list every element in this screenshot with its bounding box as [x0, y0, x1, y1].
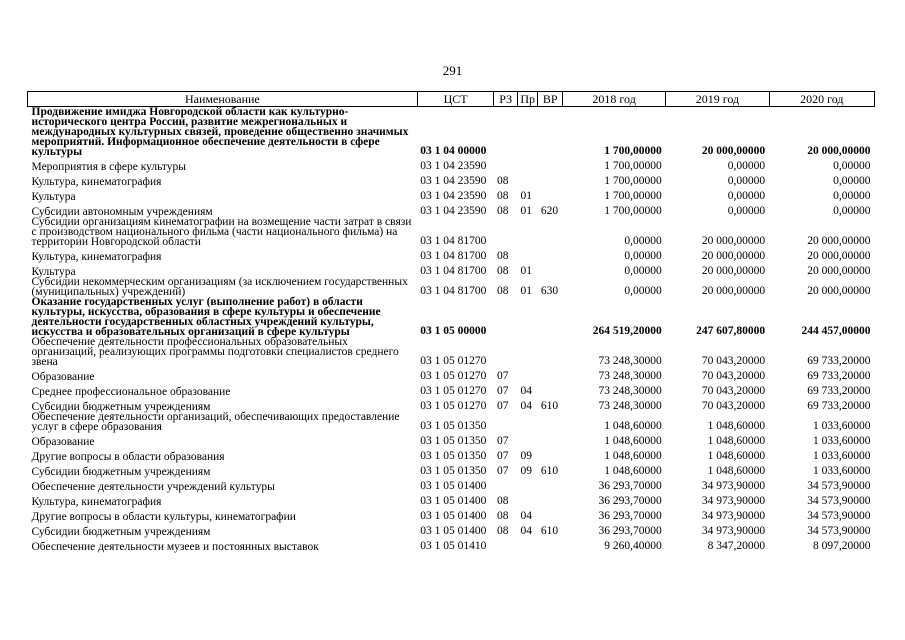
cell-name: Обеспечение деятельности профессиональных образовательных организаций, реализующих программы подготовки специалистов среднего звена — [31, 336, 399, 368]
cell-2019: 0,00000 — [727, 175, 766, 187]
cell-rz — [494, 297, 518, 337]
cell-pr: 09 — [520, 465, 532, 477]
header-cst: ЦСТ — [417, 92, 494, 107]
cell-name: Культура, кинематография — [31, 496, 162, 508]
cell-2019: 70 043,20000 — [701, 370, 766, 382]
cell-2020: 0,00000 — [833, 190, 871, 202]
cell-2020: 0,00000 — [833, 175, 871, 187]
cell-rz: 07 — [496, 465, 509, 477]
cell-2019: 247 607,80000 — [696, 325, 766, 337]
cell-2019: 20 000,00000 — [701, 235, 766, 247]
cell-rz: 07 — [496, 385, 509, 397]
cell-2018: 1 700,00000 — [604, 145, 662, 157]
cell-2018: 73 248,30000 — [598, 385, 662, 397]
cell-cst: 03 1 04 23590 — [420, 205, 487, 217]
cell-rz — [494, 477, 518, 492]
table-row — [28, 297, 875, 337]
cell-2018: 36 293,70000 — [598, 510, 662, 522]
cell-rz: 08 — [496, 175, 509, 187]
table-row — [28, 157, 875, 172]
cell-2018: 1 700,00000 — [604, 205, 662, 217]
cell-2019: 0,00000 — [727, 160, 766, 172]
cell-vr — [538, 157, 563, 172]
cell-name: Продвижение имиджа Новгородской области как культурно-исторического центра России, развитие межрегиональных и международных культурных связей, проведение общественно значимых мероприятий. Информационное обеспечение деятельности в сфере культуры — [31, 106, 409, 158]
cell-cst: 03 1 04 23590 — [420, 190, 487, 202]
table-row — [28, 247, 875, 262]
cell-rz: 08 — [496, 525, 509, 537]
cell-name: Оказание государственных услуг (выполнение работ) в области культуры, искусства, образования в сфере культуры и обеспечение деятельности государственных областных учреждений культуры, искусства и образовательных организаций в сфере культуры — [31, 296, 381, 338]
cell-rz — [494, 412, 518, 432]
cell-pr — [517, 432, 537, 447]
header-2018: 2018 год — [562, 92, 665, 107]
cell-name: Образование — [31, 436, 95, 448]
cell-cst: 03 1 05 01270 — [420, 400, 487, 412]
cell-2018: 36 293,70000 — [598, 525, 662, 537]
cell-2019: 1 048,60000 — [707, 465, 766, 477]
table-row — [28, 382, 875, 397]
cell-rz: 07 — [496, 435, 509, 447]
cell-pr: 01 — [520, 285, 532, 297]
cell-vr: 610 — [540, 400, 559, 412]
table-row — [28, 432, 875, 447]
cell-2018: 1 048,60000 — [604, 435, 662, 447]
cell-cst: 03 1 05 01400 — [420, 480, 487, 492]
cell-2020: 69 733,20000 — [807, 355, 871, 367]
cell-2018: 1 048,60000 — [604, 450, 662, 462]
cell-2019: 34 973,90000 — [701, 510, 766, 522]
cell-2018: 1 048,60000 — [604, 420, 662, 432]
cell-name: Культура — [31, 266, 76, 278]
cell-name: Среднее профессиональное образование — [31, 386, 231, 398]
cell-2020: 1 033,60000 — [813, 450, 871, 462]
table-body — [28, 107, 875, 553]
cell-name: Культура, кинематография — [31, 176, 162, 188]
cell-name: Субсидии автономным учреждениям — [31, 206, 213, 218]
cell-name: Субсидии некоммерческим организациям (за исключением государственных (муниципальных) учреждений) — [31, 276, 408, 298]
cell-2018: 0,00000 — [624, 285, 662, 297]
cell-2020: 20 000,00000 — [807, 235, 871, 247]
table-row — [28, 492, 875, 507]
cell-pr: 04 — [520, 525, 532, 537]
cell-2018: 0,00000 — [624, 250, 662, 262]
cell-pr: 04 — [520, 510, 532, 522]
cell-2018: 9 260,40000 — [604, 540, 662, 552]
cell-rz: 08 — [496, 265, 509, 277]
cell-2018: 1 700,00000 — [604, 160, 662, 172]
cell-2020: 1 033,60000 — [813, 435, 871, 447]
cell-2018: 73 248,30000 — [598, 370, 662, 382]
table-row — [28, 337, 875, 367]
table-row — [28, 367, 875, 382]
table-row — [28, 462, 875, 477]
cell-cst: 03 1 04 81700 — [420, 250, 487, 262]
cell-vr: 610 — [540, 465, 559, 477]
cell-rz — [494, 537, 518, 552]
cell-pr — [517, 492, 537, 507]
cell-2019: 20 000,00000 — [701, 145, 766, 157]
cell-vr — [538, 172, 563, 187]
cell-pr — [517, 367, 537, 382]
cell-2018: 0,00000 — [624, 265, 662, 277]
cell-cst: 03 1 04 81700 — [420, 285, 487, 297]
cell-pr — [517, 412, 537, 432]
cell-cst: 03 1 05 01350 — [420, 420, 487, 432]
header-2020: 2020 год — [769, 92, 874, 107]
cell-2018: 73 248,30000 — [598, 355, 662, 367]
cell-2020: 34 573,90000 — [807, 525, 871, 537]
cell-vr — [538, 217, 563, 247]
cell-2018: 36 293,70000 — [598, 480, 662, 492]
cell-rz: 08 — [496, 205, 509, 217]
table-row — [28, 262, 875, 277]
table-row — [28, 447, 875, 462]
cell-2018: 264 519,20000 — [592, 325, 662, 337]
cell-vr — [538, 477, 563, 492]
cell-2019: 0,00000 — [727, 205, 766, 217]
cell-2019: 34 973,90000 — [701, 525, 766, 537]
header-pr: Пр — [517, 92, 537, 107]
cell-name: Субсидии бюджетным учреждениям — [31, 401, 211, 413]
cell-rz — [494, 337, 518, 367]
cell-cst: 03 1 05 00000 — [420, 325, 487, 337]
cell-pr — [517, 477, 537, 492]
cell-vr — [538, 412, 563, 432]
cell-2020: 0,00000 — [833, 160, 871, 172]
cell-name: Субсидии бюджетным учреждениям — [31, 466, 211, 478]
cell-2019: 8 347,20000 — [707, 540, 766, 552]
cell-rz: 07 — [496, 400, 509, 412]
table-row — [28, 187, 875, 202]
cell-2019: 34 973,90000 — [701, 480, 766, 492]
table-header — [28, 92, 875, 107]
table-row — [28, 522, 875, 537]
cell-2020: 34 573,90000 — [807, 510, 871, 522]
cell-2019: 70 043,20000 — [701, 355, 766, 367]
cell-cst: 03 1 05 01350 — [420, 450, 487, 462]
cell-2019: 1 048,60000 — [707, 450, 766, 462]
cell-2020: 20 000,00000 — [807, 250, 871, 262]
header-2019: 2019 год — [666, 92, 769, 107]
cell-name: Другие вопросы в области образования — [31, 451, 225, 463]
cell-2020: 20 000,00000 — [807, 285, 871, 297]
header-name: Наименование — [28, 92, 418, 107]
cell-cst: 03 1 04 81700 — [420, 265, 487, 277]
cell-vr — [538, 507, 563, 522]
cell-name: Обеспечение деятельности организаций, обеспечивающих предоставление услуг в сфере образования — [31, 411, 400, 433]
cell-2020: 8 097,20000 — [813, 540, 871, 552]
cell-rz: 08 — [496, 285, 509, 297]
cell-name: Мероприятия в сфере культуры — [31, 161, 187, 173]
cell-2020: 69 733,20000 — [807, 400, 871, 412]
cell-2020: 1 033,60000 — [813, 465, 871, 477]
cell-vr — [538, 367, 563, 382]
cell-pr — [517, 297, 537, 337]
table-row — [28, 477, 875, 492]
cell-pr: 09 — [520, 450, 532, 462]
cell-2018: 36 293,70000 — [598, 495, 662, 507]
cell-pr — [517, 537, 537, 552]
cell-2019: 70 043,20000 — [701, 400, 766, 412]
cell-name: Культура, кинематография — [31, 251, 162, 263]
cell-name: Субсидии бюджетным учреждениям — [31, 526, 211, 538]
cell-2020: 0,00000 — [833, 205, 871, 217]
cell-vr — [538, 247, 563, 262]
cell-2020: 69 733,20000 — [807, 385, 871, 397]
cell-2019: 0,00000 — [727, 190, 766, 202]
header-rz: РЗ — [494, 92, 518, 107]
cell-2019: 20 000,00000 — [701, 285, 766, 297]
cell-vr: 610 — [540, 525, 559, 537]
cell-2019: 1 048,60000 — [707, 435, 766, 447]
cell-2020: 20 000,00000 — [807, 145, 871, 157]
cell-pr: 01 — [520, 190, 532, 202]
cell-pr — [517, 107, 537, 158]
cell-2020: 244 457,00000 — [801, 325, 871, 337]
cell-pr — [517, 172, 537, 187]
cell-cst: 03 1 05 01270 — [420, 385, 487, 397]
cell-rz — [494, 157, 518, 172]
cell-name: Образование — [31, 371, 95, 383]
cell-name: Обеспечение деятельности музеев и постоянных выставок — [31, 541, 319, 553]
cell-vr — [538, 297, 563, 337]
table-row — [28, 277, 875, 297]
cell-2020: 20 000,00000 — [807, 265, 871, 277]
cell-name: Культура — [31, 191, 76, 203]
cell-cst: 03 1 05 01350 — [420, 435, 487, 447]
cell-2020: 1 033,60000 — [813, 420, 871, 432]
cell-2019: 20 000,00000 — [701, 250, 766, 262]
cell-vr — [538, 537, 563, 552]
table-row — [28, 397, 875, 412]
cell-cst: 03 1 04 23590 — [420, 175, 487, 187]
page-number: 291 — [442, 63, 463, 78]
cell-2020: 69 733,20000 — [807, 370, 871, 382]
table-row — [28, 172, 875, 187]
table-row — [28, 537, 875, 552]
cell-pr: 01 — [520, 265, 532, 277]
cell-name: Субсидии организациям кинематографии на возмещение части затрат в связи с производством национального фильма (части национального фильма) на территории Новгородской области — [31, 216, 412, 248]
cell-rz: 08 — [496, 495, 509, 507]
cell-rz: 08 — [496, 190, 509, 202]
cell-2020: 34 573,90000 — [807, 495, 871, 507]
cell-pr: 04 — [520, 385, 532, 397]
cell-cst: 03 1 05 01270 — [420, 370, 487, 382]
cell-vr — [538, 492, 563, 507]
cell-2020: 34 573,90000 — [807, 480, 871, 492]
cell-rz — [494, 217, 518, 247]
cell-vr — [538, 107, 563, 158]
cell-2018: 0,00000 — [624, 235, 662, 247]
header-vr: ВР — [538, 92, 563, 107]
cell-pr: 01 — [520, 205, 532, 217]
table-row — [28, 412, 875, 432]
cell-pr — [517, 217, 537, 247]
cell-cst: 03 1 05 01270 — [420, 355, 487, 367]
budget-table — [27, 91, 875, 552]
cell-rz: 08 — [496, 510, 509, 522]
cell-vr — [538, 187, 563, 202]
cell-pr — [517, 247, 537, 262]
cell-rz: 08 — [496, 250, 509, 262]
cell-cst: 03 1 04 00000 — [420, 145, 487, 157]
cell-name: Другие вопросы в области культуры, кинематографии — [31, 511, 296, 523]
table-row — [28, 507, 875, 522]
cell-cst: 03 1 05 01350 — [420, 465, 487, 477]
cell-2018: 1 700,00000 — [604, 190, 662, 202]
cell-vr: 630 — [540, 285, 559, 297]
cell-rz — [494, 107, 518, 158]
cell-vr — [538, 262, 563, 277]
cell-2019: 70 043,20000 — [701, 385, 766, 397]
cell-vr — [538, 447, 563, 462]
cell-2019: 20 000,00000 — [701, 265, 766, 277]
cell-cst: 03 1 04 23590 — [420, 160, 487, 172]
cell-2019: 1 048,60000 — [707, 420, 766, 432]
cell-2019: 34 973,90000 — [701, 495, 766, 507]
cell-rz: 07 — [496, 370, 509, 382]
cell-pr: 04 — [520, 400, 532, 412]
cell-cst: 03 1 05 01400 — [420, 525, 487, 537]
cell-cst: 03 1 05 01400 — [420, 510, 487, 522]
cell-pr — [517, 337, 537, 367]
table-row — [28, 107, 875, 158]
cell-rz: 07 — [496, 450, 509, 462]
cell-2018: 1 048,60000 — [604, 465, 662, 477]
cell-cst: 03 1 05 01410 — [420, 540, 487, 552]
cell-vr — [538, 382, 563, 397]
table-row — [28, 217, 875, 247]
cell-2018: 73 248,30000 — [598, 400, 662, 412]
table-row — [28, 202, 875, 217]
cell-2018: 1 700,00000 — [604, 175, 662, 187]
cell-name: Обеспечение деятельности учреждений культуры — [31, 481, 275, 493]
cell-vr: 620 — [540, 205, 559, 217]
cell-pr — [517, 157, 537, 172]
cell-vr — [538, 337, 563, 367]
cell-cst: 03 1 04 81700 — [420, 235, 487, 247]
cell-cst: 03 1 05 01400 — [420, 495, 487, 507]
cell-vr — [538, 432, 563, 447]
